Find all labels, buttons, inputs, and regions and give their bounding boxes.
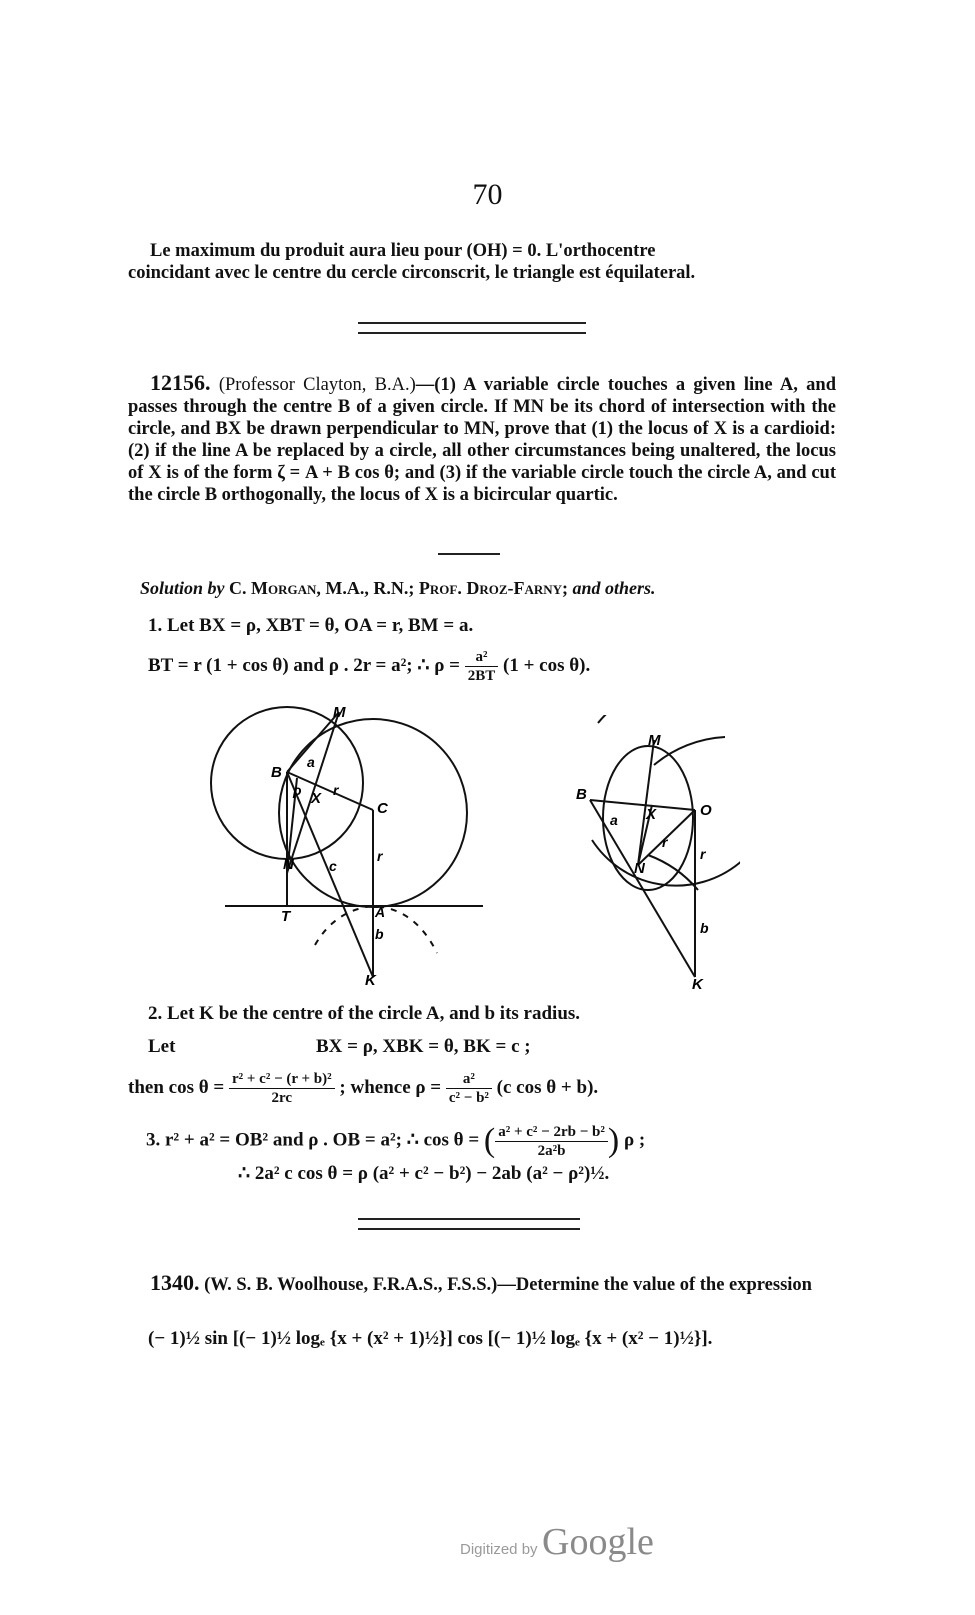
section-divider	[358, 322, 586, 334]
fig-left-label: X	[311, 790, 322, 807]
fig-left-label: N	[283, 856, 294, 873]
fig-left-label: T	[281, 908, 291, 925]
fig-right-label: N	[634, 860, 645, 877]
intro-line-1: Le maximum du produit aura lieu pour (OH) = 0. L'orthocentre	[150, 241, 656, 261]
step3-fraction: $\frac{\text{a² + c² − 2rb − b²}}{\text{2a²b}}$	[495, 1123, 608, 1160]
step1-line1: 1. Let BX = ρ, XBT = θ, OA = r, BM = a.	[148, 615, 474, 636]
solution-heading	[140, 578, 656, 599]
fig-left-label: C	[377, 800, 388, 817]
left-figure	[205, 695, 495, 995]
arc-circle-b	[592, 715, 740, 886]
problem-12156	[128, 372, 836, 506]
step2-then: then cos θ =	[128, 1076, 225, 1098]
fig-right-label: b	[700, 920, 709, 936]
fig-right-label: K	[692, 976, 703, 993]
fig-left-label: K	[365, 972, 376, 989]
solution-authors: C. Morgan, M.A., R.N.; Prof. Droz-Farny;	[229, 578, 569, 598]
fig-left-label: r	[377, 848, 383, 864]
step2-let: Let	[148, 1036, 176, 1057]
step1-tail: (1 + cos θ).	[503, 654, 591, 676]
fig-right-label: M	[648, 732, 661, 749]
page-number: 70	[472, 178, 503, 211]
paren-close: )	[607, 1122, 620, 1159]
fig-left-label: A	[375, 904, 386, 920]
paren-open: (	[483, 1122, 496, 1159]
fig-right-label: r	[700, 846, 706, 862]
step1-text: BT = r (1 + cos θ) and ρ . 2r = a²; ∴ ρ =	[148, 654, 460, 676]
step3-tail: ρ ;	[623, 1129, 646, 1151]
intro-paragraph	[128, 240, 836, 284]
problem-text: —(1) A variable circle touches a given line A, and passes through the centre B of a given circle. If MN be its chord of intersection with the circle, and BX be drawn perpendicular to MN, prove that (1) the locus of X is a cardioid: (2) if the line A be replaced by a circle, all other circumstances being unaltered, the locus of X is of the form ζ = A + B cos θ; and (3) if the variable circle touch the circle A, and cut the circle B orthogonally, the locus of X is a bicircular quartic.	[128, 375, 837, 505]
fig-left-label: r	[333, 782, 339, 798]
problem-expression: (− 1)½ sin [(− 1)½ logₑ {x + (x² + 1)½}] cos [(− 1)½ logₑ {x + (x² − 1)½}].	[148, 1328, 713, 1349]
fig-left-label: B	[271, 764, 282, 781]
step2-line3	[128, 1070, 598, 1107]
fig-left-label: a	[307, 754, 315, 770]
section-divider	[358, 1218, 580, 1230]
step2-tail: (c cos θ + b).	[496, 1076, 599, 1098]
right-figure	[570, 715, 740, 995]
problem-1340	[128, 1272, 814, 1296]
fig-left-label: M	[333, 704, 346, 721]
solution-others: and others.	[572, 578, 656, 598]
step1-fraction: $\frac{\text{a²}}{2BT}$	[465, 648, 499, 685]
fig-right-label: B	[576, 786, 587, 803]
short-divider	[438, 553, 500, 555]
step2-fraction-2: $\frac{\text{a²}}{\text{c² − b²}}$	[446, 1070, 492, 1107]
google-logo: Google	[542, 1521, 654, 1563]
step3-line1	[146, 1122, 645, 1160]
problem-author: (Professor Clayton, B.A.)	[218, 375, 416, 395]
fig-right-label: O	[700, 802, 712, 819]
step1-line2	[148, 648, 590, 685]
problem-number: 12156.	[150, 370, 211, 395]
solution-by: Solution by	[140, 578, 225, 598]
fig-left-label: c	[329, 858, 337, 874]
fig-right-label: r	[662, 834, 668, 850]
fig-left-label: b	[375, 926, 384, 942]
problem-text: —Determine the value of the expression	[497, 1275, 812, 1295]
intro-line-2: coincidant avec le centre du cercle circonscrit, le triangle est équilateral.	[128, 263, 696, 283]
problem-author: (W. S. B. Woolhouse, F.R.A.S., F.S.S.)	[204, 1275, 498, 1295]
fig-left-label: ρ	[293, 782, 302, 798]
step2-line1: 2. Let K be the centre of the circle A, and b its radius.	[148, 1003, 581, 1024]
fig-right-label: X	[646, 806, 657, 823]
digitized-watermark	[460, 1520, 654, 1564]
step2-whence: ; whence ρ =	[339, 1076, 442, 1098]
problem-number: 1340.	[150, 1270, 200, 1295]
step2-fraction-1: $\frac{\text{r² + c² − (r + b)²}}{2rc}$	[229, 1070, 335, 1107]
fig-right-label: a	[610, 812, 618, 828]
step2-line2: BX = ρ, XBK = θ, BK = c ;	[316, 1036, 531, 1057]
step3-line2: ∴ 2a² c cos θ = ρ (a² + c² − b²) − 2ab (a² − ρ²)½.	[238, 1163, 610, 1184]
digitized-text: Digitized by	[460, 1541, 538, 1558]
step3-text: 3. r² + a² = OB² and ρ . OB = a²; ∴ cos θ =	[146, 1129, 480, 1151]
